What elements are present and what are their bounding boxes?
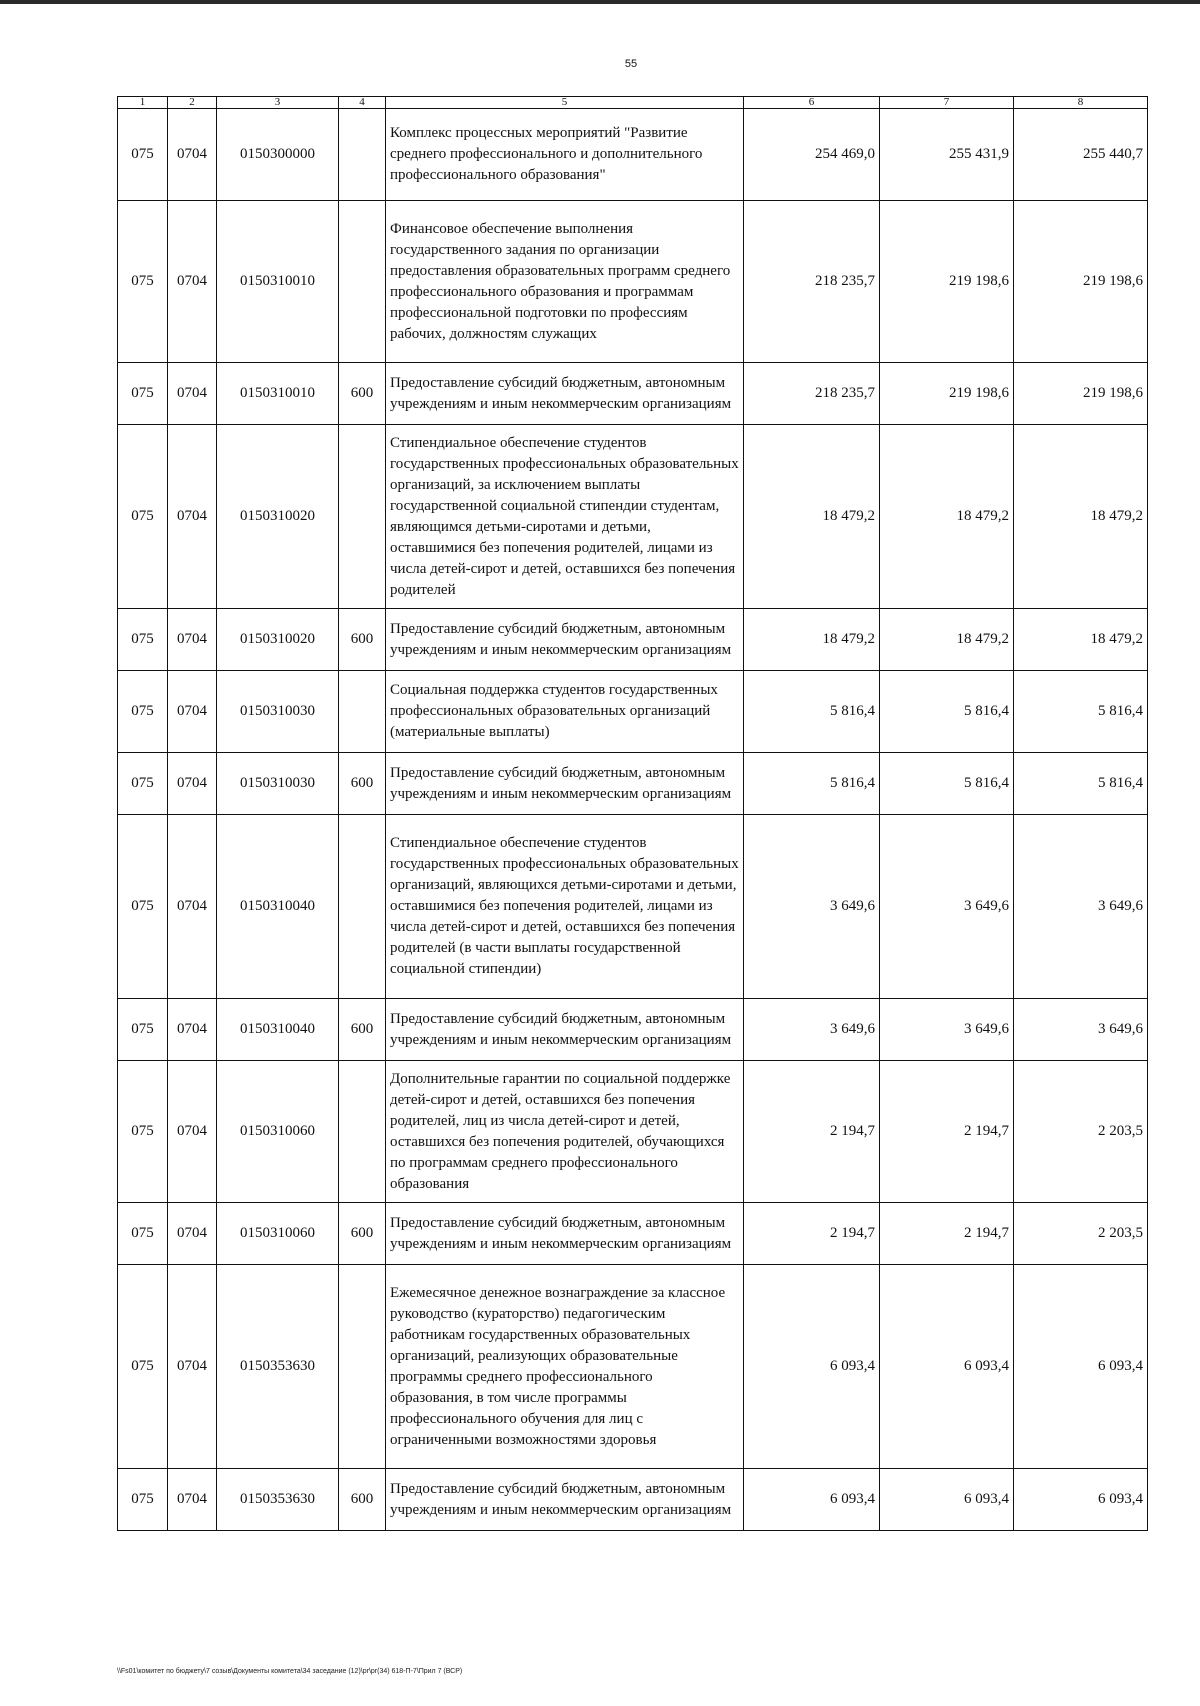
amount-year2-cell: 6 093,4 bbox=[880, 1265, 1014, 1469]
description-cell: Предоставление субсидий бюджетным, автономным учреждениям и иным некоммерческим организациям bbox=[386, 1469, 744, 1531]
header-cell: 4 bbox=[339, 97, 386, 109]
agency-code-cell: 075 bbox=[118, 363, 168, 425]
description-cell: Предоставление субсидий бюджетным, автономным учреждениям и иным некоммерческим организациям bbox=[386, 363, 744, 425]
expense-type-cell bbox=[339, 109, 386, 201]
amount-year2-cell: 5 816,4 bbox=[880, 753, 1014, 815]
agency-code-cell: 075 bbox=[118, 753, 168, 815]
description-cell: Ежемесячное денежное вознаграждение за классное руководство (кураторство) педагогическим работникам государственных образовательных организаций, реализующих образовательные программы среднего профессионального образования, в том числе программы профессионального обучения для лиц с ограниченными возможностями здоровья bbox=[386, 1265, 744, 1469]
amount-year2-cell: 219 198,6 bbox=[880, 363, 1014, 425]
description-cell: Дополнительные гарантии по социальной поддержке детей-сирот и детей, оставшихся без попечения родителей, лиц из числа детей-сирот и детей, оставшихся без попечения родителей, обучающихся по программам среднего профессионального образования bbox=[386, 1061, 744, 1203]
agency-code-cell: 075 bbox=[118, 1203, 168, 1265]
agency-code-cell: 075 bbox=[118, 815, 168, 999]
amount-year1-cell: 3 649,6 bbox=[744, 815, 880, 999]
expense-type-cell bbox=[339, 1061, 386, 1203]
agency-code-cell: 075 bbox=[118, 609, 168, 671]
table-row bbox=[118, 999, 1148, 1061]
amount-year2-cell: 219 198,6 bbox=[880, 201, 1014, 363]
amount-year3-cell: 18 479,2 bbox=[1014, 425, 1148, 609]
expense-type-cell: 600 bbox=[339, 363, 386, 425]
target-article-cell: 0150310040 bbox=[217, 815, 339, 999]
table-row bbox=[118, 363, 1148, 425]
table-row bbox=[118, 815, 1148, 999]
table-row bbox=[118, 1265, 1148, 1469]
header-cell: 7 bbox=[880, 97, 1014, 109]
description-cell: Предоставление субсидий бюджетным, автономным учреждениям и иным некоммерческим организациям bbox=[386, 753, 744, 815]
expense-type-cell bbox=[339, 815, 386, 999]
amount-year1-cell: 18 479,2 bbox=[744, 425, 880, 609]
amount-year3-cell: 3 649,6 bbox=[1014, 815, 1148, 999]
target-article-cell: 0150310010 bbox=[217, 201, 339, 363]
header-cell: 2 bbox=[168, 97, 217, 109]
amount-year3-cell: 6 093,4 bbox=[1014, 1469, 1148, 1531]
header-cell: 6 bbox=[744, 97, 880, 109]
table-row bbox=[118, 753, 1148, 815]
amount-year1-cell: 218 235,7 bbox=[744, 201, 880, 363]
section-code-cell: 0704 bbox=[168, 425, 217, 609]
section-code-cell: 0704 bbox=[168, 1469, 217, 1531]
agency-code-cell: 075 bbox=[118, 999, 168, 1061]
amount-year2-cell: 3 649,6 bbox=[880, 815, 1014, 999]
page-number: 55 bbox=[624, 58, 638, 70]
amount-year3-cell: 255 440,7 bbox=[1014, 109, 1148, 201]
description-cell: Предоставление субсидий бюджетным, автономным учреждениям и иным некоммерческим организациям bbox=[386, 999, 744, 1061]
header-cell: 8 bbox=[1014, 97, 1148, 109]
amount-year2-cell: 3 649,6 bbox=[880, 999, 1014, 1061]
section-code-cell: 0704 bbox=[168, 1203, 217, 1265]
amount-year1-cell: 5 816,4 bbox=[744, 671, 880, 753]
header-cell: 3 bbox=[217, 97, 339, 109]
footer-file-path: \\Fs01\комитет по бюджету\7 созыв\Документы комитета\34 заседание (12)\pr\pr(34) 618-П-7\Прил 7 (ВСР) bbox=[117, 1668, 463, 1675]
amount-year3-cell: 219 198,6 bbox=[1014, 363, 1148, 425]
amount-year3-cell: 219 198,6 bbox=[1014, 201, 1148, 363]
section-code-cell: 0704 bbox=[168, 1265, 217, 1469]
expense-type-cell: 600 bbox=[339, 1203, 386, 1265]
target-article-cell: 0150310030 bbox=[217, 753, 339, 815]
amount-year1-cell: 218 235,7 bbox=[744, 363, 880, 425]
amount-year2-cell: 5 816,4 bbox=[880, 671, 1014, 753]
description-cell: Предоставление субсидий бюджетным, автономным учреждениям и иным некоммерческим организациям bbox=[386, 1203, 744, 1265]
target-article-cell: 0150310030 bbox=[217, 671, 339, 753]
target-article-cell: 0150310010 bbox=[217, 363, 339, 425]
amount-year3-cell: 3 649,6 bbox=[1014, 999, 1148, 1061]
section-code-cell: 0704 bbox=[168, 609, 217, 671]
description-cell: Предоставление субсидий бюджетным, автономным учреждениям и иным некоммерческим организациям bbox=[386, 609, 744, 671]
amount-year2-cell: 2 194,7 bbox=[880, 1061, 1014, 1203]
description-cell: Стипендиальное обеспечение студентов государственных профессиональных образовательных организаций, являющихся детьми-сиротами и детьми, оставшимися без попечения родителей, лицами из числа детей-сирот и детей, оставшихся без попечения родителей (в части выплаты государственной социальной стипендии) bbox=[386, 815, 744, 999]
amount-year2-cell: 18 479,2 bbox=[880, 425, 1014, 609]
target-article-cell: 0150310060 bbox=[217, 1061, 339, 1203]
section-code-cell: 0704 bbox=[168, 999, 217, 1061]
amount-year3-cell: 5 816,4 bbox=[1014, 753, 1148, 815]
amount-year2-cell: 6 093,4 bbox=[880, 1469, 1014, 1531]
amount-year3-cell: 2 203,5 bbox=[1014, 1203, 1148, 1265]
section-code-cell: 0704 bbox=[168, 363, 217, 425]
agency-code-cell: 075 bbox=[118, 109, 168, 201]
description-cell: Комплекс процессных мероприятий "Развитие среднего профессионального и дополнительного профессионального образования" bbox=[386, 109, 744, 201]
budget-table bbox=[117, 96, 1148, 1531]
description-cell: Социальная поддержка студентов государственных профессиональных образовательных организаций (материальные выплаты) bbox=[386, 671, 744, 753]
expense-type-cell: 600 bbox=[339, 999, 386, 1061]
expense-type-cell bbox=[339, 201, 386, 363]
amount-year1-cell: 5 816,4 bbox=[744, 753, 880, 815]
header-cell: 5 bbox=[386, 97, 744, 109]
amount-year1-cell: 18 479,2 bbox=[744, 609, 880, 671]
target-article-cell: 0150300000 bbox=[217, 109, 339, 201]
amount-year1-cell: 2 194,7 bbox=[744, 1061, 880, 1203]
amount-year1-cell: 254 469,0 bbox=[744, 109, 880, 201]
table-row bbox=[118, 201, 1148, 363]
amount-year2-cell: 18 479,2 bbox=[880, 609, 1014, 671]
agency-code-cell: 075 bbox=[118, 201, 168, 363]
target-article-cell: 0150310060 bbox=[217, 1203, 339, 1265]
section-code-cell: 0704 bbox=[168, 1061, 217, 1203]
target-article-cell: 0150353630 bbox=[217, 1265, 339, 1469]
amount-year3-cell: 18 479,2 bbox=[1014, 609, 1148, 671]
table-row bbox=[118, 1469, 1148, 1531]
expense-type-cell: 600 bbox=[339, 753, 386, 815]
amount-year2-cell: 255 431,9 bbox=[880, 109, 1014, 201]
section-code-cell: 0704 bbox=[168, 201, 217, 363]
section-code-cell: 0704 bbox=[168, 815, 217, 999]
section-code-cell: 0704 bbox=[168, 753, 217, 815]
agency-code-cell: 075 bbox=[118, 671, 168, 753]
agency-code-cell: 075 bbox=[118, 1061, 168, 1203]
amount-year1-cell: 6 093,4 bbox=[744, 1469, 880, 1531]
header-cell: 1 bbox=[118, 97, 168, 109]
table-row bbox=[118, 609, 1148, 671]
top-border-line bbox=[0, 0, 1200, 4]
table-row bbox=[118, 109, 1148, 201]
agency-code-cell: 075 bbox=[118, 1469, 168, 1531]
agency-code-cell: 075 bbox=[118, 425, 168, 609]
amount-year3-cell: 5 816,4 bbox=[1014, 671, 1148, 753]
expense-type-cell bbox=[339, 1265, 386, 1469]
amount-year2-cell: 2 194,7 bbox=[880, 1203, 1014, 1265]
expense-type-cell: 600 bbox=[339, 609, 386, 671]
table-row bbox=[118, 671, 1148, 753]
expense-type-cell: 600 bbox=[339, 1469, 386, 1531]
expense-type-cell bbox=[339, 671, 386, 753]
agency-code-cell: 075 bbox=[118, 1265, 168, 1469]
description-cell: Финансовое обеспечение выполнения государственного задания по организации предоставления образовательных программ среднего профессионального образования и программам профессиональной подготовки по профессиям рабочих, должностям служащих bbox=[386, 201, 744, 363]
header-row bbox=[118, 97, 1148, 109]
target-article-cell: 0150310020 bbox=[217, 609, 339, 671]
target-article-cell: 0150353630 bbox=[217, 1469, 339, 1531]
amount-year1-cell: 3 649,6 bbox=[744, 999, 880, 1061]
table-row bbox=[118, 425, 1148, 609]
amount-year1-cell: 2 194,7 bbox=[744, 1203, 880, 1265]
expense-type-cell bbox=[339, 425, 386, 609]
amount-year3-cell: 2 203,5 bbox=[1014, 1061, 1148, 1203]
table-row bbox=[118, 1203, 1148, 1265]
amount-year1-cell: 6 093,4 bbox=[744, 1265, 880, 1469]
amount-year3-cell: 6 093,4 bbox=[1014, 1265, 1148, 1469]
section-code-cell: 0704 bbox=[168, 109, 217, 201]
target-article-cell: 0150310020 bbox=[217, 425, 339, 609]
section-code-cell: 0704 bbox=[168, 671, 217, 753]
target-article-cell: 0150310040 bbox=[217, 999, 339, 1061]
description-cell: Стипендиальное обеспечение студентов государственных профессиональных образовательных организаций, за исключением выплаты государственной социальной стипендии студентам, являющимся детьми-сиротами и детьми, оставшимися без попечения родителей, лицами из числа детей-сирот и детей, оставшихся без попечения родителей bbox=[386, 425, 744, 609]
table-row bbox=[118, 1061, 1148, 1203]
